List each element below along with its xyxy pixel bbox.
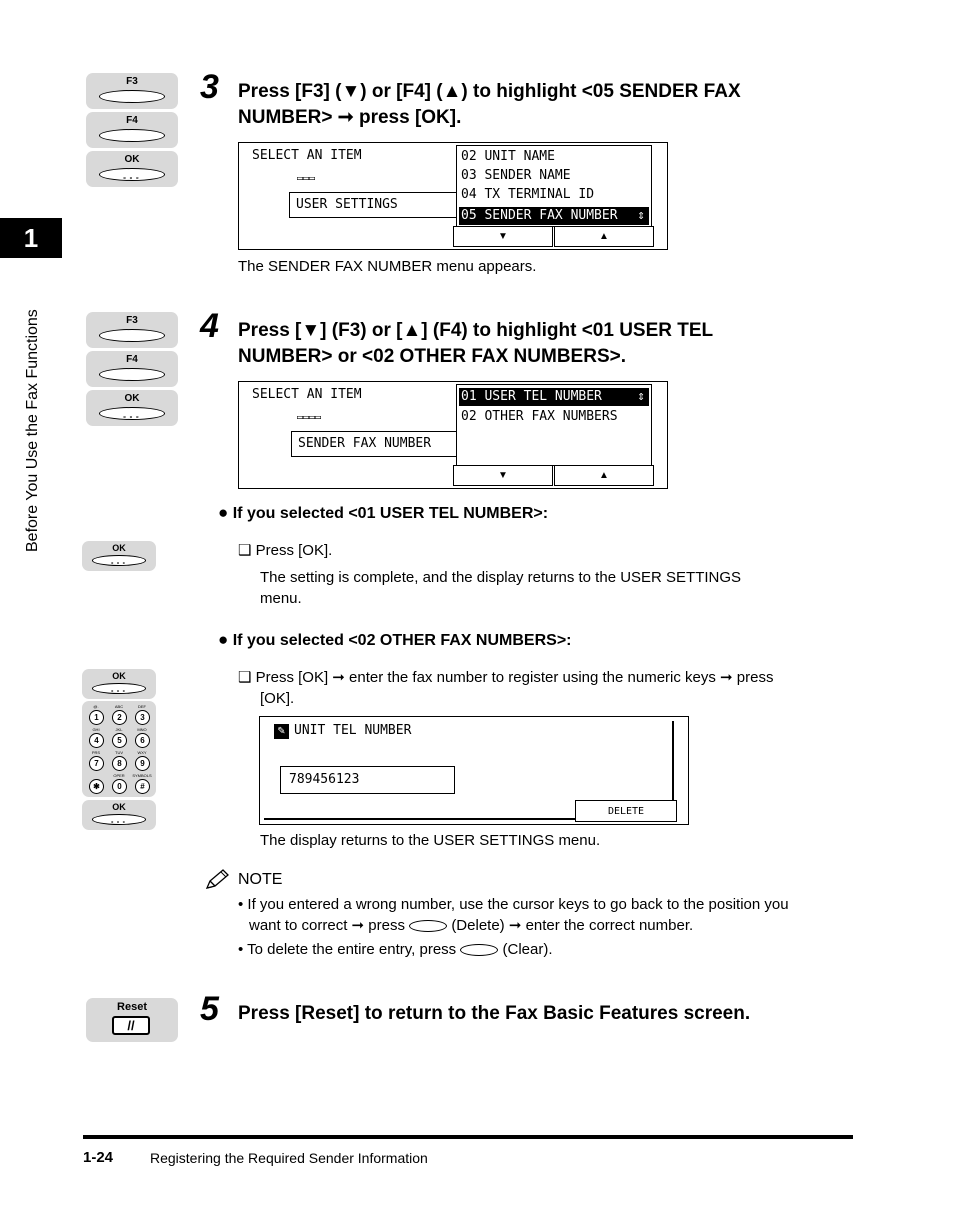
key-0: 0 <box>112 779 127 794</box>
ok-key: OK ∘∘∘ <box>86 151 178 187</box>
scroll-icon: ⇕ <box>637 208 645 223</box>
key-5: 5 <box>112 733 127 748</box>
option-1-instruction: ❑ Press [OK]. <box>238 542 333 559</box>
ok-key: OK ∘∘∘ <box>82 541 156 571</box>
step-5-number: 5 <box>200 990 219 1028</box>
key-2: 2 <box>112 710 127 725</box>
lcd-field: USER SETTINGS <box>289 192 459 218</box>
f4-key: F4 <box>86 351 178 387</box>
note-label: NOTE <box>238 871 283 888</box>
f3-key: F3 <box>86 312 178 348</box>
key-hash: # <box>135 779 150 794</box>
key-3: 3 <box>135 710 150 725</box>
list-item-selected: 05 SENDER FAX NUMBER ⇕ <box>459 207 649 225</box>
up-arrow-button[interactable]: ▲ <box>554 465 654 486</box>
key-1: 1 <box>89 710 104 725</box>
key-7: 7 <box>89 756 104 771</box>
step-5-title: Press [Reset] to return to the Fax Basic Features screen. <box>238 1003 751 1024</box>
list-item: 04 TX TERMINAL ID <box>461 187 595 202</box>
fax-number-field[interactable]: 789456123 <box>280 766 455 794</box>
list-item: 03 SENDER NAME <box>461 168 571 183</box>
option-1-heading: ● If you selected <01 USER TEL NUMBER>: <box>218 503 549 522</box>
down-arrow-button[interactable]: ▼ <box>453 226 553 247</box>
note-item-2: • To delete the entire entry, press (Clear). <box>238 941 553 958</box>
down-arrow-button[interactable]: ▼ <box>453 465 553 486</box>
delete-button[interactable]: DELETE <box>575 800 677 822</box>
scroll-icon: ⇕ <box>637 389 645 404</box>
fax-icon: ✎ <box>274 724 289 739</box>
key-8: 8 <box>112 756 127 771</box>
ok-key: OK ∘∘∘ <box>82 800 156 830</box>
footer-title: Registering the Required Sender Information <box>150 1150 428 1166</box>
step-4-title: Press [▼] (F3) or [▲] (F4) to highlight <01 USER TEL NUMBER> or <02 OTHER FAX NUMBERS>. <box>238 320 714 367</box>
option-2-instruction: ❑ Press [OK] ➞ enter the fax number to register using the numeric keys ➞ press [OK]. <box>238 669 774 707</box>
step-3-number: 3 <box>200 68 219 106</box>
option-2-caption: The display returns to the USER SETTINGS menu. <box>260 832 601 849</box>
list-item: 02 OTHER FAX NUMBERS <box>461 409 618 424</box>
step-3-lcd-screen <box>238 142 668 250</box>
note-item-1: • If you entered a wrong number, use the cursor keys to go back to the position you want to correct ➞ press (Delete) ➞ enter the correct number. <box>238 896 789 934</box>
step-3-caption: The SENDER FAX NUMBER menu appears. <box>238 258 537 275</box>
option-1-result: The setting is complete, and the display returns to the USER SETTINGS menu. <box>260 569 742 607</box>
f4-key: F4 <box>86 112 178 148</box>
step-4-number: 4 <box>200 307 219 345</box>
lcd-dots: ▭▭▭▭ <box>297 412 322 423</box>
lcd-item-list <box>456 145 652 227</box>
option-2-lcd-screen <box>259 716 689 825</box>
footer-rule <box>83 1135 853 1139</box>
up-arrow-button[interactable]: ▲ <box>554 226 654 247</box>
option-2-heading: ● If you selected <02 OTHER FAX NUMBERS>: <box>218 630 572 649</box>
lcd-title: UNIT TEL NUMBER <box>294 723 412 738</box>
lcd-dots: ▭▭▭ <box>297 173 316 184</box>
chapter-side-label: Before You Use the Fax Functions <box>24 309 41 552</box>
key-star: ✱ <box>89 779 104 794</box>
reset-key: Reset // <box>86 998 178 1042</box>
lcd-header: SELECT AN ITEM <box>252 148 362 163</box>
delete-key-icon <box>409 920 447 932</box>
key-4: 4 <box>89 733 104 748</box>
key-6: 6 <box>135 733 150 748</box>
lcd-header: SELECT AN ITEM <box>252 387 362 402</box>
lcd-item-list <box>456 384 652 466</box>
chapter-number-tab: 1 <box>0 218 62 258</box>
list-item-selected: 01 USER TEL NUMBER ⇕ <box>459 388 649 406</box>
ok-key: OK ∘∘∘ <box>82 669 156 699</box>
key-9: 9 <box>135 756 150 771</box>
step-4-lcd-screen <box>238 381 668 489</box>
f3-key: F3 <box>86 73 178 109</box>
page-number: 1-24 <box>83 1149 114 1166</box>
step-3-title: Press [F3] (▼) or [F4] (▲) to highlight <05 SENDER FAX NUMBER> ➞ press [OK]. <box>238 81 741 128</box>
list-item: 02 UNIT NAME <box>461 149 555 164</box>
ok-key: OK ∘∘∘ <box>86 390 178 426</box>
note-pencil-icon <box>204 867 232 896</box>
clear-key-icon <box>460 944 498 956</box>
numeric-keypad: @. ABC DEF 1 2 3 GHI JKL MNO 4 5 6 PRS TUV WXY 7 8 9 OPER SYMBOLS ✱ 0 # <box>82 701 156 797</box>
reset-icon: // <box>112 1016 150 1035</box>
lcd-field: SENDER FAX NUMBER <box>291 431 459 457</box>
